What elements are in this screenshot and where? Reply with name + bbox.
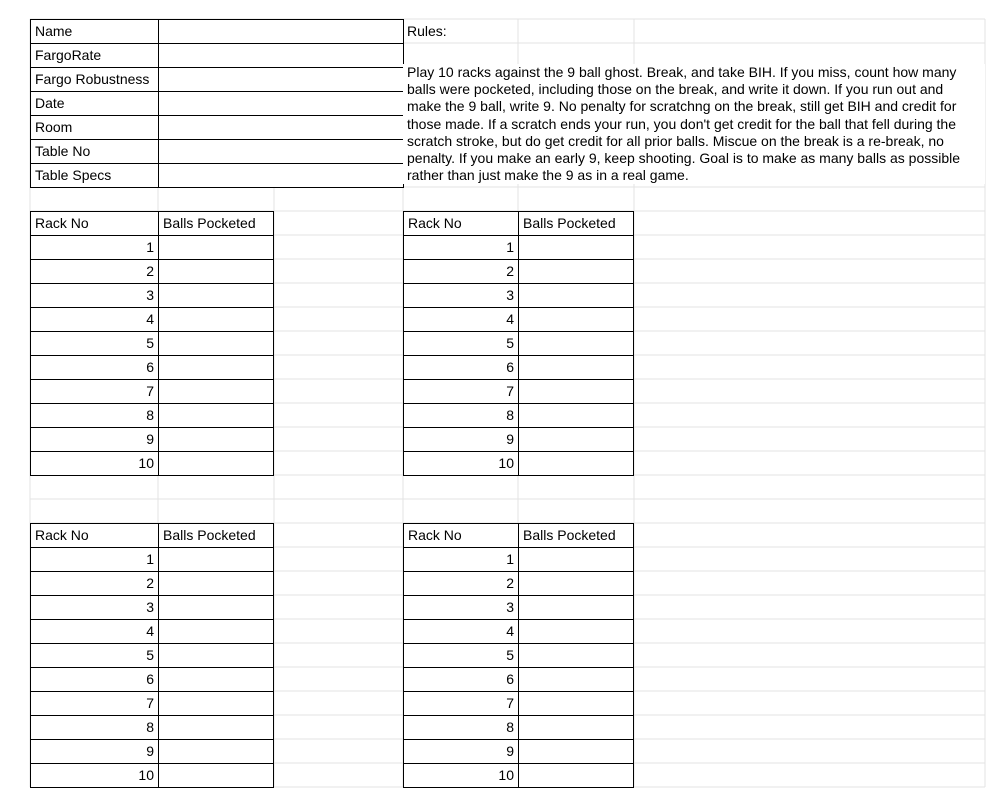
balls-pocketed-cell[interactable] (158, 667, 274, 692)
balls-pocketed-cell[interactable] (158, 715, 274, 740)
rack-number-cell: 5 (403, 643, 519, 668)
rack-number-cell: 1 (403, 547, 519, 572)
info-label-name: Name (30, 19, 159, 44)
balls-pocketed-cell[interactable] (518, 739, 634, 764)
rack-number-cell: 2 (403, 571, 519, 596)
balls-pocketed-header: Balls Pocketed (518, 211, 634, 236)
balls-pocketed-cell[interactable] (158, 595, 274, 620)
rack-number-cell: 2 (403, 259, 519, 284)
balls-pocketed-cell[interactable] (158, 283, 274, 308)
rack-number-cell: 8 (30, 715, 159, 740)
rack-number-cell: 8 (403, 403, 519, 428)
balls-pocketed-cell[interactable] (518, 643, 634, 668)
rack-number-cell: 7 (403, 379, 519, 404)
rack-number-cell: 8 (30, 403, 159, 428)
rack-number-cell: 4 (403, 619, 519, 644)
info-label-table-specs: Table Specs (30, 163, 159, 188)
rack-number-cell: 5 (30, 643, 159, 668)
info-label-room: Room (30, 115, 159, 140)
balls-pocketed-cell[interactable] (518, 451, 634, 476)
balls-pocketed-cell[interactable] (518, 235, 634, 260)
rack-no-header: Rack No (403, 211, 519, 236)
rules-heading: Rules: (407, 23, 447, 39)
rack-number-cell: 4 (30, 307, 159, 332)
info-value-fargorate[interactable] (158, 43, 404, 68)
balls-pocketed-cell[interactable] (518, 427, 634, 452)
balls-pocketed-cell[interactable] (158, 403, 274, 428)
rack-number-cell: 6 (403, 355, 519, 380)
rack-number-cell: 9 (403, 427, 519, 452)
balls-pocketed-cell[interactable] (518, 283, 634, 308)
rack-number-cell: 10 (403, 763, 519, 788)
rack-number-cell: 6 (403, 667, 519, 692)
rack-number-cell: 5 (30, 331, 159, 356)
rack-number-cell: 3 (403, 595, 519, 620)
rack-number-cell: 6 (30, 667, 159, 692)
rack-number-cell: 7 (30, 691, 159, 716)
info-value-fargo-robustness[interactable] (158, 67, 404, 92)
info-value-table-specs[interactable] (158, 163, 404, 188)
balls-pocketed-cell[interactable] (158, 619, 274, 644)
balls-pocketed-cell[interactable] (158, 571, 274, 596)
balls-pocketed-cell[interactable] (518, 355, 634, 380)
info-value-name[interactable] (158, 19, 404, 44)
rack-number-cell: 4 (403, 307, 519, 332)
rack-no-header: Rack No (403, 523, 519, 548)
rules-text: Play 10 racks against the 9 ball ghost. Break, and take BIH. If you miss, count how many balls were pocketed, including those on the break, and write it down. If you run out and make the 9 ball, write 9. No penalty for scratchng on the break, still get BIH and credit for those made. If a scratch ends your run, you don't get credit for the ball that fell during the scratch stroke, but do get credit for all prior balls. Miscue on the break is a re-break, no penalty. If you make an early 9, keep shooting. Goal is to make as many balls as possible rather than just make the 9 as in a real game. (403, 64, 985, 184)
balls-pocketed-cell[interactable] (518, 331, 634, 356)
balls-pocketed-cell[interactable] (158, 355, 274, 380)
balls-pocketed-cell[interactable] (158, 739, 274, 764)
rack-number-cell: 1 (403, 235, 519, 260)
rack-number-cell: 9 (30, 739, 159, 764)
balls-pocketed-header: Balls Pocketed (518, 523, 634, 548)
balls-pocketed-cell[interactable] (518, 259, 634, 284)
info-label-date: Date (30, 91, 159, 116)
rack-number-cell: 4 (30, 619, 159, 644)
rack-number-cell: 5 (403, 331, 519, 356)
info-value-table-no[interactable] (158, 139, 404, 164)
rack-number-cell: 6 (30, 355, 159, 380)
balls-pocketed-cell[interactable] (518, 379, 634, 404)
info-value-room[interactable] (158, 115, 404, 140)
rack-no-header: Rack No (30, 523, 159, 548)
balls-pocketed-cell[interactable] (158, 427, 274, 452)
rack-number-cell: 8 (403, 715, 519, 740)
balls-pocketed-cell[interactable] (158, 235, 274, 260)
info-label-fargo-robustness: Fargo Robustness (30, 67, 159, 92)
balls-pocketed-cell[interactable] (158, 643, 274, 668)
balls-pocketed-cell[interactable] (158, 547, 274, 572)
rack-number-cell: 9 (30, 427, 159, 452)
balls-pocketed-cell[interactable] (158, 379, 274, 404)
rack-number-cell: 1 (30, 547, 159, 572)
rack-number-cell: 1 (30, 235, 159, 260)
rack-number-cell: 7 (30, 379, 159, 404)
info-label-fargorate: FargoRate (30, 43, 159, 68)
rack-number-cell: 7 (403, 691, 519, 716)
balls-pocketed-cell[interactable] (518, 595, 634, 620)
balls-pocketed-cell[interactable] (158, 763, 274, 788)
balls-pocketed-cell[interactable] (158, 307, 274, 332)
balls-pocketed-cell[interactable] (158, 451, 274, 476)
rack-number-cell: 9 (403, 739, 519, 764)
balls-pocketed-header: Balls Pocketed (158, 523, 274, 548)
balls-pocketed-cell[interactable] (518, 619, 634, 644)
rack-number-cell: 10 (30, 763, 159, 788)
balls-pocketed-cell[interactable] (158, 691, 274, 716)
balls-pocketed-cell[interactable] (518, 715, 634, 740)
balls-pocketed-cell[interactable] (518, 691, 634, 716)
balls-pocketed-cell[interactable] (518, 547, 634, 572)
balls-pocketed-cell[interactable] (158, 259, 274, 284)
rack-number-cell: 2 (30, 259, 159, 284)
balls-pocketed-cell[interactable] (518, 403, 634, 428)
balls-pocketed-cell[interactable] (158, 331, 274, 356)
rack-number-cell: 10 (403, 451, 519, 476)
rack-number-cell: 2 (30, 571, 159, 596)
balls-pocketed-header: Balls Pocketed (158, 211, 274, 236)
balls-pocketed-cell[interactable] (518, 307, 634, 332)
rack-no-header: Rack No (30, 211, 159, 236)
balls-pocketed-cell[interactable] (518, 667, 634, 692)
rack-number-cell: 10 (30, 451, 159, 476)
balls-pocketed-cell[interactable] (518, 571, 634, 596)
rack-number-cell: 3 (30, 595, 159, 620)
balls-pocketed-cell[interactable] (518, 763, 634, 788)
rack-number-cell: 3 (30, 283, 159, 308)
info-value-date[interactable] (158, 91, 404, 116)
rack-number-cell: 3 (403, 283, 519, 308)
info-label-table-no: Table No (30, 139, 159, 164)
